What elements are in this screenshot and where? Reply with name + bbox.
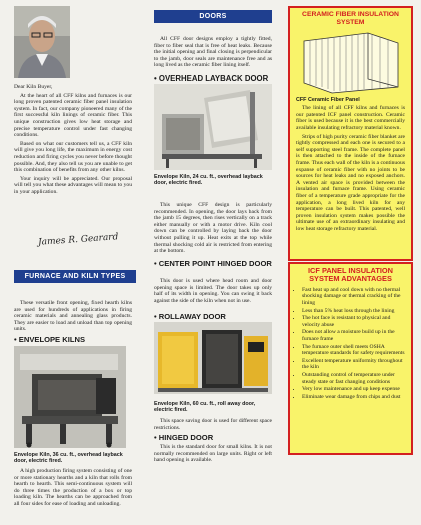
icf-advantages-box: [288, 262, 413, 455]
signature: James R. Gearard: [37, 232, 119, 248]
center-point-title: • CENTER POINT HINGED DOOR: [154, 259, 272, 268]
advantage-item: • Does not allow a moisture build up in the furnace frame: [302, 329, 407, 342]
advantage-item: • Very low maintenance and up keep expense: [302, 386, 407, 393]
advantage-item: • Eliminate wear damage from chips and dust: [302, 394, 407, 401]
ceramic-text: [296, 105, 405, 232]
rollaway-caption: Envelope Kiln, 60 cu. ft., roll away door, electric fired.: [154, 401, 256, 414]
icf-advantages-list: [294, 287, 407, 401]
letter-greeting: Dear Kiln Buyer,: [14, 84, 53, 90]
advantage-item: • Excellent temperature uniformity throughout the kiln: [302, 358, 407, 371]
letter-paragraph: Based on what our customers tell us, a CFF kiln will give you long life, the maximum in energy cost reduction and firing cycles you never before thought possible. And, they also tell us you are unable to get this combination of benefits from any other kilns.: [14, 140, 132, 174]
advantage-item: • The furnace outer shell meets OSHA temperature standards for safety requirements: [302, 344, 407, 357]
rollaway-text: This space saving door is used for different space restrictions.: [154, 418, 272, 431]
letter-paragraph: At the heart of all CFF kilns and furnaces is our long proven patented ceramic fiber panel insulation system. In fact, our company pioneered many of the first successful kiln linings of ceramic fiber. This unique construction gives low heat storage and precise temperature control under fast changing conditions.: [14, 92, 132, 139]
center-point-text: This door is used where head room and door opening space is limited. The door takes up only half of its width in opening. You can swing it back against the side of the kiln when not in use.: [154, 278, 272, 304]
envelope-kilns-title: • ENVELOPE KILNS: [14, 335, 86, 344]
letter-paragraph: Your inquiry will be appreciated. Our proposal will tell you what these advantages will mean to you in your application.: [14, 175, 132, 195]
ceramic-paragraph: The lining of all CFF kilns and furnaces is our patented ICF panel construction. Ceramic fiber is used because it is the best commercially available insulating refractory material known.: [296, 105, 405, 132]
rollaway-section: [154, 418, 272, 433]
rollaway-kiln-photo: [154, 322, 272, 394]
doors-heading: DOORS: [154, 10, 272, 23]
furnace-heading: FURNACE AND KILN TYPES: [14, 270, 136, 283]
hinged-door-title: • HINGED DOOR: [154, 433, 214, 442]
hinged-door-text: This is the standard door for small kilns. It is not normally recommended on large units. Right or left hand opening is available.: [154, 444, 272, 464]
furnace-section: [14, 300, 132, 335]
ceramic-panel-caption: CFF Ceramic Fiber Panel: [296, 97, 360, 103]
overhead-layback-caption: Envelope Kiln, 24 cu. ft., overhead layback door, electric fired.: [154, 174, 263, 187]
ceramic-panel-drawing: [298, 29, 403, 95]
overhead-layback-title: • OVERHEAD LAYBACK DOOR: [154, 74, 269, 83]
overhead-layback-text: This unique CFF design is particularly recommended. In opening, the door lays back from the jamb 15 degrees, then rises vertically on a track either manually or with a motor drive. Kiln cool down can be controlled by laying back the door without pulling it up. Heat exits at the top while thermal shocking cold air is restricted from entering at the bottom.: [154, 202, 272, 255]
doors-intro: [154, 36, 272, 71]
advantage-item: • Less than 5% heat loss through the lining: [302, 308, 407, 315]
president-portrait: [14, 6, 70, 78]
envelope-kiln-caption-36: Envelope Kiln, 36 cu. ft., overhead layback door, electric fired.: [14, 452, 123, 465]
ceramic-fiber-box: [288, 6, 413, 261]
ceramic-paragraph: Strips of high purity ceramic fiber blanket are tightly compressed and each one is secured to a self supporting steel frame. The complete panel is then attached to the inside of the furnace frame. Thus each wall of the kiln is a continuous expanse of ceramic fiber with no joints to be sources for heat leaks and no exposed anchors. A vented air space is provided between the insulation and furnace frame. Using ceramic fiber of a temperature grade appropriate for the application, a long lived kiln for any temperature can be built. This patented, well proven insulation system makes possible the ultimate use of an extraordinary insulating and low heat storage refractory material.: [296, 133, 405, 232]
overhead-layback-section: [154, 202, 272, 257]
ceramic-panel-illustration: [298, 29, 403, 95]
center-point-section: [154, 278, 272, 306]
furnace-bottom: [14, 468, 132, 510]
icf-advantages-heading: ICF PANEL INSULATION SYSTEM ADVANTAGES: [308, 266, 393, 284]
envelope-kiln-photo-36: [14, 346, 126, 448]
rollaway-title: • ROLLAWAY DOOR: [154, 312, 226, 321]
hinged-door-section: [154, 444, 272, 466]
ceramic-fiber-heading: CERAMIC FIBER INSULATION SYSTEM: [302, 11, 399, 26]
advantage-item: • Fast heat up and cool down with no thermal shocking damage or thermal cracking of the lining: [302, 287, 407, 307]
furnace-bottom-text: A high production firing system consisting of one or more stationary hearths and a kiln that rolls from hearth to hearth. This semi-continuous system will do three times the production of a box or top loading kiln. The hearths can be approached from all four sides for ease of loading and unloading.: [14, 468, 132, 507]
advantage-item: • Outstanding control of temperature under steady state or fast changing conditions: [302, 372, 407, 385]
overhead-layback-kiln-photo: [154, 84, 272, 170]
advantage-item: • The hot face is resistant to physical and velocity abuse: [302, 315, 407, 328]
doors-intro-text: All CFF door designs employ a tightly fitted, fiber to fiber seal that is free of heat leaks. Because the initial opening and final closing is perpendicular to the jamb, door seals are maintenance free and as long lived as the ceramic fiber lining itself.: [154, 36, 272, 69]
intro-letter: [14, 84, 132, 198]
furnace-text: These versatile front opening, fixed hearth kilns are used for hundreds of applications in firing ceramic materials and annealing glass products. They are easier to load and unload than top opening units.: [14, 300, 132, 333]
